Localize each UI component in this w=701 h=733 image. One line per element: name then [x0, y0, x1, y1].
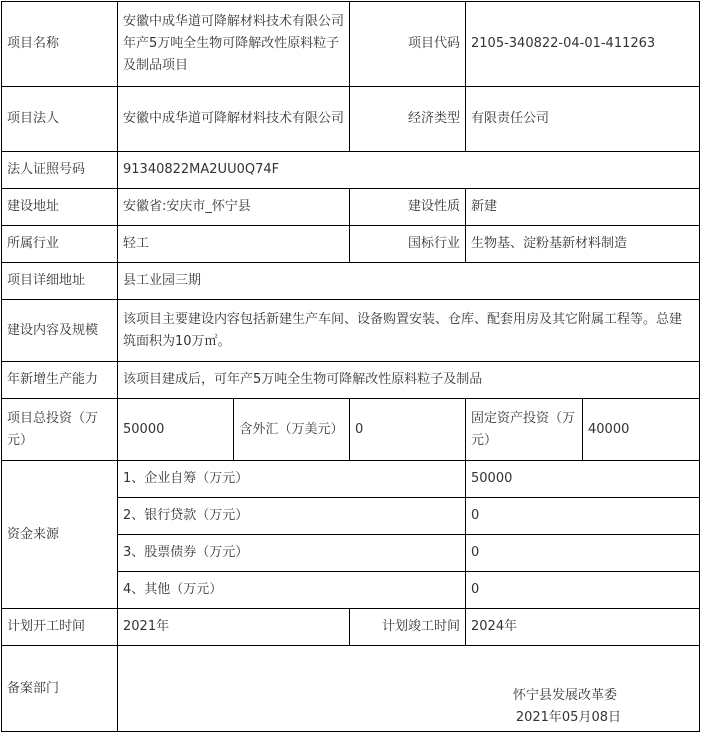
industry-value: 轻工: [118, 226, 350, 263]
table-row: [2, 152, 700, 189]
capacity-value: 该项目建成后，可年产5万吨全生物可降解改性原料粒子及制品: [118, 362, 700, 399]
table-row: [2, 189, 700, 226]
industry-label: 所属行业: [2, 226, 118, 263]
legal-person-value: 安徽中成华道可降解材料技术有限公司: [118, 87, 350, 152]
nature-value: 新建: [466, 189, 700, 226]
capacity-label: 年新增生产能力: [2, 362, 118, 399]
intl-industry-value: 生物基、淀粉基新材料制造: [466, 226, 700, 263]
filing-date: 2021年05月08日: [515, 710, 621, 725]
nature-label: 建设性质: [350, 189, 466, 226]
scope-value: 该项目主要建设内容包括新建生产车间、设备购置安装、仓库、配套用房及其它附属工程等。总建筑面积为10万㎡。: [118, 300, 700, 362]
table-row: [2, 461, 700, 498]
license-label: 法人证照号码: [2, 152, 118, 189]
filing-signature: [123, 685, 621, 729]
fixed-investment-label: 固定资产投资（万元）: [466, 399, 583, 461]
site-value: 安徽省:安庆市_怀宁县: [118, 189, 350, 226]
econ-type-label: 经济类型: [350, 87, 466, 152]
fixed-investment-value: 40000: [583, 399, 700, 461]
funding-item-value: 50000: [466, 461, 700, 498]
table-row: [2, 2, 700, 87]
funding-item-value: 0: [466, 535, 700, 572]
site-label: 建设地址: [2, 189, 118, 226]
table-row: [2, 300, 700, 362]
detail-address-label: 项目详细地址: [2, 263, 118, 300]
funding-item-label: 4、其他（万元）: [118, 572, 466, 609]
start-time-value: 2021年: [118, 609, 350, 646]
filing-signature-cell: [118, 646, 700, 732]
intl-industry-label: 国标行业: [350, 226, 466, 263]
project-code-label: 项目代码: [350, 2, 466, 87]
end-time-value: 2024年: [466, 609, 700, 646]
funding-item-value: 0: [466, 572, 700, 609]
filing-department-label: 备案部门: [2, 646, 118, 732]
funding-item-label: 1、企业自筹（万元）: [118, 461, 466, 498]
total-investment-label: 项目总投资（万元）: [2, 399, 118, 461]
table-row: [2, 263, 700, 300]
forex-label: 含外汇（万美元）: [234, 399, 350, 461]
funding-item-label: 3、股票债券（万元）: [118, 535, 466, 572]
table-row: [2, 226, 700, 263]
end-time-label: 计划竣工时间: [350, 609, 466, 646]
table-row: [2, 362, 700, 399]
funding-item-label: 2、银行贷款（万元）: [118, 498, 466, 535]
filing-department-name: 怀宁县发展改革委: [512, 688, 617, 703]
legal-person-label: 项目法人: [2, 87, 118, 152]
scope-label: 建设内容及规模: [2, 300, 118, 362]
license-value: 91340822MA2UU0Q74F: [118, 152, 700, 189]
funding-source-label: 资金来源: [2, 461, 118, 609]
forex-value: 0: [350, 399, 466, 461]
table-row: [2, 399, 700, 461]
project-filing-table: [1, 1, 700, 732]
detail-address-value: 县工业园三期: [118, 263, 700, 300]
econ-type-value: 有限责任公司: [466, 87, 700, 152]
project-name-value: 安徽中成华道可降解材料技术有限公司年产5万吨全生物可降解改性原料粒子及制品项目: [118, 2, 350, 87]
total-investment-value: 50000: [118, 399, 234, 461]
table-row: [2, 609, 700, 646]
project-name-label: 项目名称: [2, 2, 118, 87]
start-time-label: 计划开工时间: [2, 609, 118, 646]
table-row: [2, 646, 700, 732]
table-row: [2, 87, 700, 152]
funding-item-value: 0: [466, 498, 700, 535]
project-code-value: 2105-340822-04-01-411263: [466, 2, 700, 87]
